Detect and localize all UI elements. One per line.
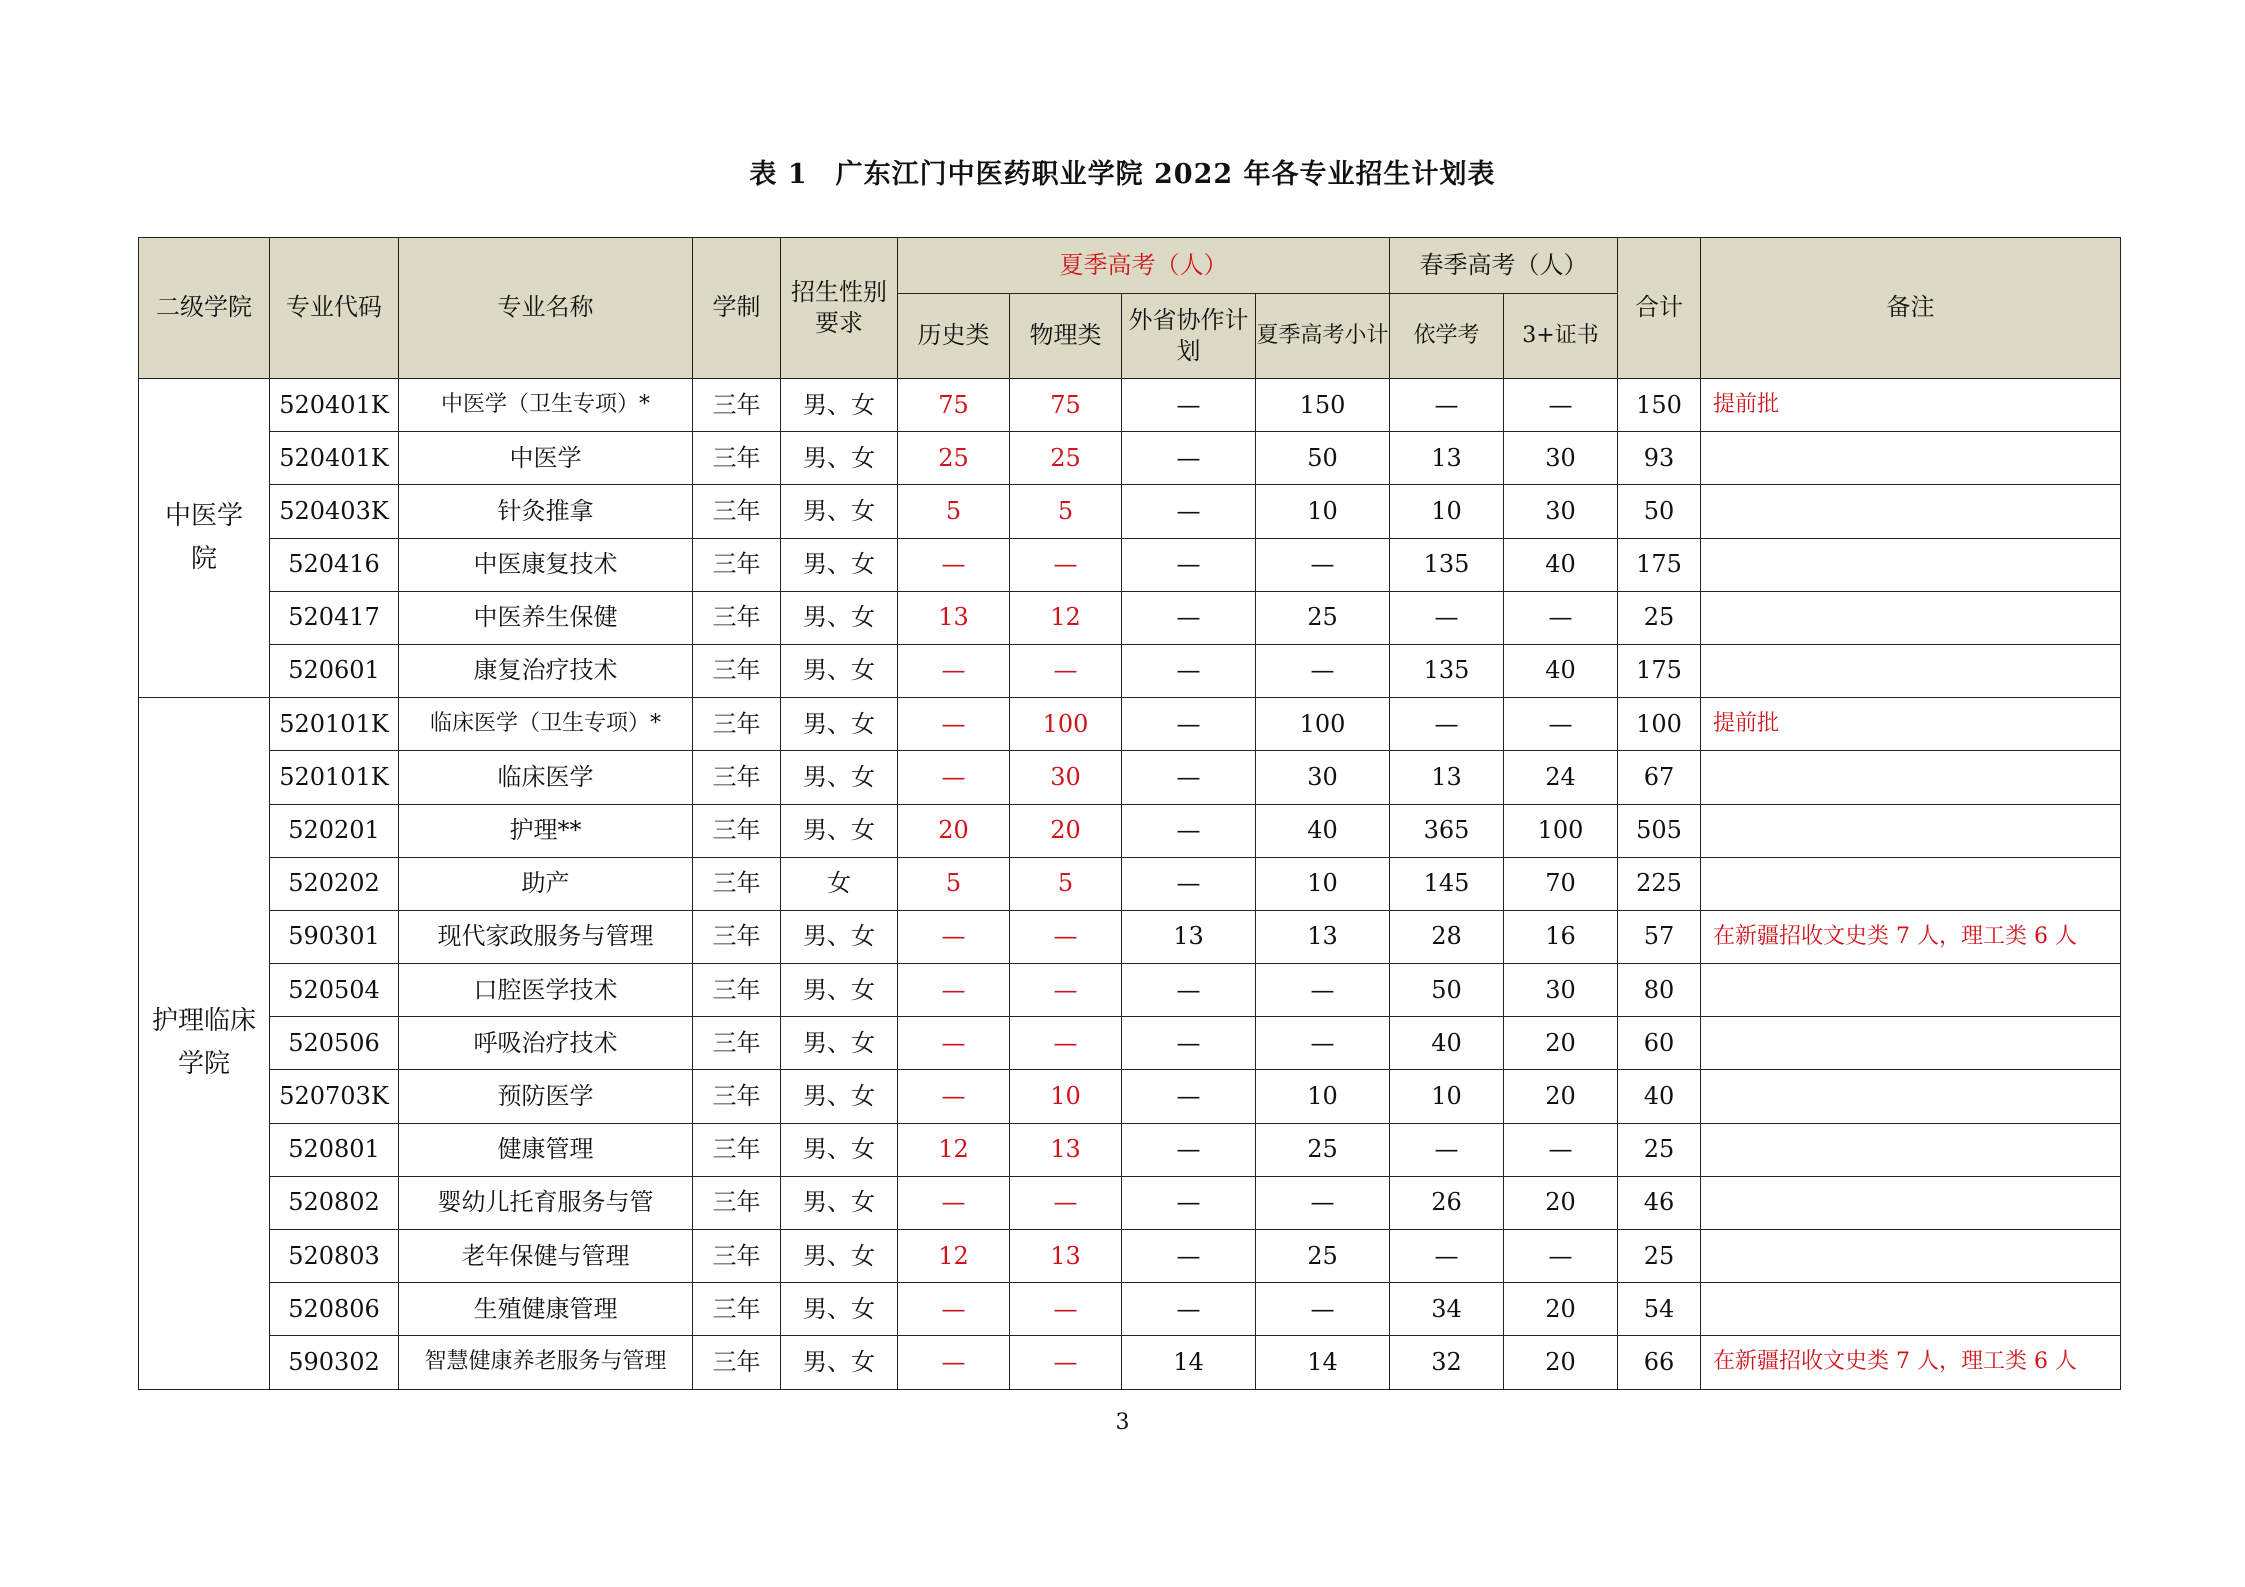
summer-subtotal-cell: 10	[1256, 485, 1390, 538]
enrollment-plan-table	[138, 237, 2121, 1390]
other-province-cell: —	[1122, 1123, 1256, 1176]
header-duration: 学制	[693, 238, 781, 379]
name-cell: 临床医学（卫生专项）*	[399, 698, 693, 751]
code-cell: 520504	[270, 964, 399, 1017]
name-cell: 婴幼儿托育服务与管	[399, 1176, 693, 1229]
duration-cell: 三年	[693, 964, 781, 1017]
yixuekao-cell: 365	[1390, 804, 1504, 857]
name-cell: 预防医学	[399, 1070, 693, 1123]
remark-cell: 提前批	[1701, 698, 2121, 751]
yixuekao-cell: 135	[1390, 538, 1504, 591]
summer-subtotal-cell: —	[1256, 1283, 1390, 1336]
other-province-cell: —	[1122, 698, 1256, 751]
yixuekao-cell: 50	[1390, 964, 1504, 1017]
name-cell: 健康管理	[399, 1123, 693, 1176]
name-cell: 呼吸治疗技术	[399, 1017, 693, 1070]
duration-cell: 三年	[693, 1070, 781, 1123]
header-yixuekao: 依学考	[1390, 294, 1504, 379]
code-cell: 520201	[270, 804, 399, 857]
other-province-cell: —	[1122, 964, 1256, 1017]
summer-subtotal-cell: 25	[1256, 1230, 1390, 1283]
physics-cell: —	[1010, 538, 1122, 591]
cert-cell: —	[1504, 591, 1618, 644]
history-cell: 13	[898, 591, 1010, 644]
header-name: 专业名称	[399, 238, 693, 379]
summer-subtotal-cell: 10	[1256, 857, 1390, 910]
duration-cell: 三年	[693, 857, 781, 910]
history-cell: 20	[898, 804, 1010, 857]
total-cell: 67	[1618, 751, 1701, 804]
header-cert: 3+证书	[1504, 294, 1618, 379]
remark-cell: 提前批	[1701, 379, 2121, 432]
gender-cell: 男、女	[781, 1283, 898, 1336]
summer-subtotal-cell: 150	[1256, 379, 1390, 432]
gender-cell: 男、女	[781, 1017, 898, 1070]
table-row	[139, 1283, 2121, 1336]
table-row	[139, 910, 2121, 963]
header-college: 二级学院	[139, 238, 270, 379]
other-province-cell: —	[1122, 591, 1256, 644]
gender-cell: 男、女	[781, 698, 898, 751]
code-cell: 520802	[270, 1176, 399, 1229]
code-cell: 520101K	[270, 751, 399, 804]
other-province-cell: —	[1122, 1283, 1256, 1336]
name-cell: 生殖健康管理	[399, 1283, 693, 1336]
gender-cell: 男、女	[781, 538, 898, 591]
duration-cell: 三年	[693, 1336, 781, 1389]
duration-cell: 三年	[693, 698, 781, 751]
duration-cell: 三年	[693, 1123, 781, 1176]
summer-subtotal-cell: 25	[1256, 591, 1390, 644]
total-cell: 100	[1618, 698, 1701, 751]
summer-subtotal-cell: —	[1256, 1017, 1390, 1070]
cert-cell: 30	[1504, 485, 1618, 538]
name-cell: 中医学（卫生专项）*	[399, 379, 693, 432]
physics-cell: 5	[1010, 485, 1122, 538]
history-cell: —	[898, 751, 1010, 804]
name-cell: 护理**	[399, 804, 693, 857]
gender-cell: 男、女	[781, 1230, 898, 1283]
other-province-cell: —	[1122, 379, 1256, 432]
other-province-cell: —	[1122, 857, 1256, 910]
duration-cell: 三年	[693, 1017, 781, 1070]
code-cell: 520703K	[270, 1070, 399, 1123]
remark-cell	[1701, 538, 2121, 591]
remark-cell	[1701, 644, 2121, 697]
duration-cell: 三年	[693, 591, 781, 644]
yixuekao-cell: 34	[1390, 1283, 1504, 1336]
total-cell: 66	[1618, 1336, 1701, 1389]
remark-cell	[1701, 432, 2121, 485]
history-cell: —	[898, 644, 1010, 697]
yixuekao-cell: 10	[1390, 1070, 1504, 1123]
physics-cell: —	[1010, 1017, 1122, 1070]
other-province-cell: —	[1122, 538, 1256, 591]
gender-cell: 男、女	[781, 804, 898, 857]
name-cell: 中医康复技术	[399, 538, 693, 591]
duration-cell: 三年	[693, 644, 781, 697]
header-total: 合计	[1618, 238, 1701, 379]
code-cell: 520101K	[270, 698, 399, 751]
duration-cell: 三年	[693, 1230, 781, 1283]
cert-cell: 16	[1504, 910, 1618, 963]
gender-cell: 男、女	[781, 964, 898, 1017]
physics-cell: —	[1010, 910, 1122, 963]
header-summer: 夏季高考（人）	[898, 238, 1390, 294]
table-row	[139, 1070, 2121, 1123]
table-row	[139, 1336, 2121, 1389]
history-cell: —	[898, 1176, 1010, 1229]
table-row	[139, 485, 2121, 538]
total-cell: 93	[1618, 432, 1701, 485]
yixuekao-cell: —	[1390, 1123, 1504, 1176]
name-cell: 中医学	[399, 432, 693, 485]
header-code: 专业代码	[270, 238, 399, 379]
college-cell: 中医学 院	[139, 379, 270, 698]
code-cell: 520801	[270, 1123, 399, 1176]
yixuekao-cell: —	[1390, 379, 1504, 432]
table-row	[139, 751, 2121, 804]
summer-subtotal-cell: 10	[1256, 1070, 1390, 1123]
total-cell: 225	[1618, 857, 1701, 910]
history-cell: —	[898, 538, 1010, 591]
yixuekao-cell: 32	[1390, 1336, 1504, 1389]
code-cell: 520803	[270, 1230, 399, 1283]
table-row	[139, 432, 2121, 485]
cert-cell: 24	[1504, 751, 1618, 804]
history-cell: —	[898, 1070, 1010, 1123]
cert-cell: 70	[1504, 857, 1618, 910]
duration-cell: 三年	[693, 804, 781, 857]
yixuekao-cell: —	[1390, 591, 1504, 644]
remark-cell	[1701, 1230, 2121, 1283]
code-cell: 520506	[270, 1017, 399, 1070]
history-cell: —	[898, 964, 1010, 1017]
name-cell: 临床医学	[399, 751, 693, 804]
history-cell: —	[898, 1336, 1010, 1389]
other-province-cell: —	[1122, 432, 1256, 485]
remark-cell	[1701, 1017, 2121, 1070]
header-history: 历史类	[898, 294, 1010, 379]
table-row	[139, 804, 2121, 857]
duration-cell: 三年	[693, 751, 781, 804]
remark-cell	[1701, 1283, 2121, 1336]
other-province-cell: —	[1122, 804, 1256, 857]
table-row	[139, 379, 2121, 432]
total-cell: 40	[1618, 1070, 1701, 1123]
history-cell: 5	[898, 485, 1010, 538]
history-cell: 5	[898, 857, 1010, 910]
cert-cell: 100	[1504, 804, 1618, 857]
gender-cell: 男、女	[781, 1176, 898, 1229]
name-cell: 口腔医学技术	[399, 964, 693, 1017]
total-cell: 175	[1618, 538, 1701, 591]
gender-cell: 男、女	[781, 1123, 898, 1176]
header-remarks: 备注	[1701, 238, 2121, 379]
cert-cell: 20	[1504, 1176, 1618, 1229]
duration-cell: 三年	[693, 538, 781, 591]
other-province-cell: —	[1122, 1017, 1256, 1070]
other-province-cell: —	[1122, 1176, 1256, 1229]
other-province-cell: —	[1122, 1230, 1256, 1283]
physics-cell: 20	[1010, 804, 1122, 857]
cert-cell: 20	[1504, 1336, 1618, 1389]
gender-cell: 男、女	[781, 910, 898, 963]
yixuekao-cell: 13	[1390, 432, 1504, 485]
summer-subtotal-cell: —	[1256, 644, 1390, 697]
name-cell: 现代家政服务与管理	[399, 910, 693, 963]
physics-cell: —	[1010, 644, 1122, 697]
gender-cell: 女	[781, 857, 898, 910]
code-cell: 520417	[270, 591, 399, 644]
name-cell: 康复治疗技术	[399, 644, 693, 697]
header-summer-subtotal: 夏季高考小计	[1256, 294, 1390, 379]
duration-cell: 三年	[693, 910, 781, 963]
summer-subtotal-cell: 40	[1256, 804, 1390, 857]
duration-cell: 三年	[693, 379, 781, 432]
other-province-cell: —	[1122, 644, 1256, 697]
gender-cell: 男、女	[781, 1336, 898, 1389]
physics-cell: —	[1010, 1336, 1122, 1389]
college-cell: 护理临床 学院	[139, 698, 270, 1389]
code-cell: 590302	[270, 1336, 399, 1389]
other-province-cell: 14	[1122, 1336, 1256, 1389]
history-cell: 12	[898, 1123, 1010, 1176]
history-cell: 25	[898, 432, 1010, 485]
cert-cell: 20	[1504, 1070, 1618, 1123]
total-cell: 46	[1618, 1176, 1701, 1229]
duration-cell: 三年	[693, 1283, 781, 1336]
header-other-province: 外省协作计划	[1122, 294, 1256, 379]
header-gender: 招生性别要求	[781, 238, 898, 379]
remark-cell: 在新疆招收文史类 7 人，理工类 6 人	[1701, 910, 2121, 963]
total-cell: 150	[1618, 379, 1701, 432]
summer-subtotal-cell: —	[1256, 1176, 1390, 1229]
physics-cell: 25	[1010, 432, 1122, 485]
total-cell: 54	[1618, 1283, 1701, 1336]
total-cell: 505	[1618, 804, 1701, 857]
table-row	[139, 644, 2121, 697]
code-cell: 520401K	[270, 432, 399, 485]
summer-subtotal-cell: 50	[1256, 432, 1390, 485]
history-cell: —	[898, 1283, 1010, 1336]
code-cell: 520403K	[270, 485, 399, 538]
gender-cell: 男、女	[781, 485, 898, 538]
remark-cell	[1701, 591, 2121, 644]
remark-cell	[1701, 804, 2121, 857]
total-cell: 50	[1618, 485, 1701, 538]
name-cell: 助产	[399, 857, 693, 910]
physics-cell: —	[1010, 1176, 1122, 1229]
total-cell: 25	[1618, 1123, 1701, 1176]
table-row	[139, 1230, 2121, 1283]
remark-cell	[1701, 485, 2121, 538]
physics-cell: 30	[1010, 751, 1122, 804]
history-cell: 75	[898, 379, 1010, 432]
table-row	[139, 698, 2121, 751]
total-cell: 175	[1618, 644, 1701, 697]
summer-subtotal-cell: 100	[1256, 698, 1390, 751]
summer-subtotal-cell: —	[1256, 538, 1390, 591]
code-cell: 590301	[270, 910, 399, 963]
physics-cell: 100	[1010, 698, 1122, 751]
summer-subtotal-cell: 13	[1256, 910, 1390, 963]
header-spring: 春季高考（人）	[1390, 238, 1618, 294]
physics-cell: 10	[1010, 1070, 1122, 1123]
table-row	[139, 857, 2121, 910]
table-row	[139, 1176, 2121, 1229]
other-province-cell: —	[1122, 751, 1256, 804]
page-number: 3	[1115, 1410, 1130, 1435]
cert-cell: 40	[1504, 644, 1618, 697]
cert-cell: —	[1504, 379, 1618, 432]
yixuekao-cell: 135	[1390, 644, 1504, 697]
total-cell: 80	[1618, 964, 1701, 1017]
remark-cell	[1701, 1176, 2121, 1229]
code-cell: 520416	[270, 538, 399, 591]
cert-cell: 20	[1504, 1017, 1618, 1070]
other-province-cell: —	[1122, 1070, 1256, 1123]
yixuekao-cell: 13	[1390, 751, 1504, 804]
remark-cell	[1701, 751, 2121, 804]
remark-cell	[1701, 1123, 2121, 1176]
yixuekao-cell: 145	[1390, 857, 1504, 910]
name-cell: 中医养生保健	[399, 591, 693, 644]
gender-cell: 男、女	[781, 1070, 898, 1123]
physics-cell: —	[1010, 1283, 1122, 1336]
remark-cell	[1701, 857, 2121, 910]
gender-cell: 男、女	[781, 432, 898, 485]
history-cell: 12	[898, 1230, 1010, 1283]
history-cell: —	[898, 1017, 1010, 1070]
total-cell: 25	[1618, 591, 1701, 644]
total-cell: 57	[1618, 910, 1701, 963]
table-title: 表 1 广东江门中医药职业学院 2022 年各专业招生计划表	[749, 159, 1496, 190]
name-cell: 智慧健康养老服务与管理	[399, 1336, 693, 1389]
name-cell: 老年保健与管理	[399, 1230, 693, 1283]
other-province-cell: 13	[1122, 910, 1256, 963]
physics-cell: 13	[1010, 1123, 1122, 1176]
other-province-cell: —	[1122, 485, 1256, 538]
duration-cell: 三年	[693, 432, 781, 485]
summer-subtotal-cell: 25	[1256, 1123, 1390, 1176]
duration-cell: 三年	[693, 1176, 781, 1229]
cert-cell: 30	[1504, 964, 1618, 1017]
table-row	[139, 964, 2121, 1017]
summer-subtotal-cell: 14	[1256, 1336, 1390, 1389]
remark-cell	[1701, 964, 2121, 1017]
yixuekao-cell: 10	[1390, 485, 1504, 538]
cert-cell: —	[1504, 698, 1618, 751]
cert-cell: 20	[1504, 1283, 1618, 1336]
table-row	[139, 591, 2121, 644]
table-row	[139, 1017, 2121, 1070]
remark-cell	[1701, 1070, 2121, 1123]
yixuekao-cell: 40	[1390, 1017, 1504, 1070]
physics-cell: 75	[1010, 379, 1122, 432]
gender-cell: 男、女	[781, 591, 898, 644]
cert-cell: 40	[1504, 538, 1618, 591]
code-cell: 520601	[270, 644, 399, 697]
duration-cell: 三年	[693, 485, 781, 538]
history-cell: —	[898, 698, 1010, 751]
name-cell: 针灸推拿	[399, 485, 693, 538]
gender-cell: 男、女	[781, 644, 898, 697]
yixuekao-cell: —	[1390, 1230, 1504, 1283]
yixuekao-cell: —	[1390, 698, 1504, 751]
yixuekao-cell: 28	[1390, 910, 1504, 963]
yixuekao-cell: 26	[1390, 1176, 1504, 1229]
gender-cell: 男、女	[781, 379, 898, 432]
physics-cell: —	[1010, 964, 1122, 1017]
gender-cell: 男、女	[781, 751, 898, 804]
physics-cell: 5	[1010, 857, 1122, 910]
table-row	[139, 538, 2121, 591]
physics-cell: 12	[1010, 591, 1122, 644]
summer-subtotal-cell: 30	[1256, 751, 1390, 804]
remark-cell: 在新疆招收文史类 7 人，理工类 6 人	[1701, 1336, 2121, 1389]
code-cell: 520401K	[270, 379, 399, 432]
summer-subtotal-cell: —	[1256, 964, 1390, 1017]
total-cell: 25	[1618, 1230, 1701, 1283]
cert-cell: 30	[1504, 432, 1618, 485]
total-cell: 60	[1618, 1017, 1701, 1070]
cert-cell: —	[1504, 1123, 1618, 1176]
history-cell: —	[898, 910, 1010, 963]
code-cell: 520202	[270, 857, 399, 910]
physics-cell: 13	[1010, 1230, 1122, 1283]
code-cell: 520806	[270, 1283, 399, 1336]
header-physics: 物理类	[1010, 294, 1122, 379]
table-row	[139, 1123, 2121, 1176]
cert-cell: —	[1504, 1230, 1618, 1283]
